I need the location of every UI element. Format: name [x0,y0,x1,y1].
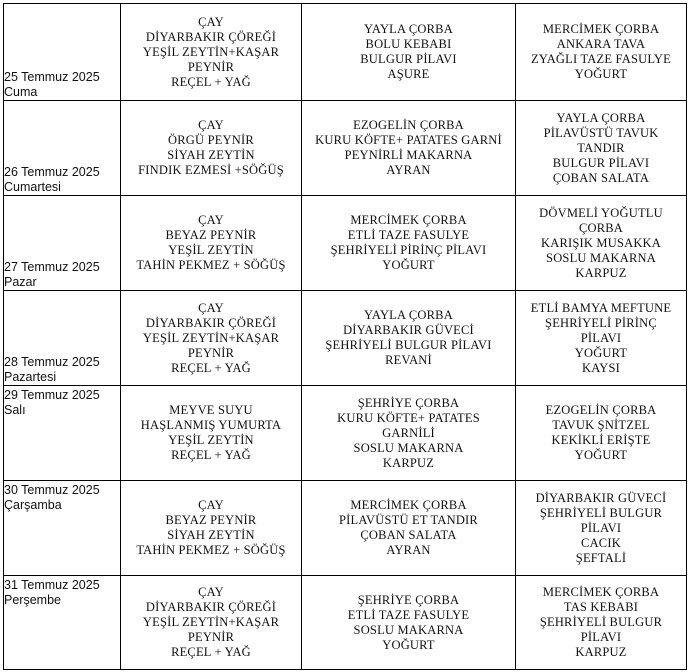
menu-item: YOĞURT [574,448,628,462]
dinner-cell [516,4,687,101]
menu-item: TAHİN PEKMEZ + SÖĞÜŞ [136,543,286,557]
breakfast-cell [121,101,302,196]
menu-item: ÇORBA [578,220,624,235]
menu-item: TANDIR [577,140,625,155]
menu-item: ÇOBAN SALATA [360,528,457,542]
menu-item: BEYAZ PEYNİR [165,228,257,242]
date-text: 28 Temmuz 2025 [4,355,100,369]
menu-item: SİYAH ZEYTİN [167,528,255,542]
menu-item: ÖRGÜ PEYNİR [168,133,254,147]
table-row [4,4,687,101]
menu-item: PİLAVI [580,330,622,345]
weekday-text: Salı [4,403,26,417]
menu-item: MERCİMEK ÇORBA [350,498,467,512]
menu-item: REÇEL + YAĞ [171,645,251,659]
menu-item: PEYNİR [187,345,235,360]
date-cell [4,481,121,576]
breakfast-cell [121,4,302,101]
menu-item: YEŞİL ZEYTİN+KAŞAR [142,615,280,629]
menu-item: MEYVE SUYU [169,403,253,417]
menu-item: YAYLA ÇORBA [364,22,453,36]
menu-item: KARPUZ [575,265,627,280]
dinner-cell [516,101,687,196]
date-cell [4,4,121,101]
menu-item: DİYARBAKIR ÇÖREĞİ [145,600,277,614]
menu-item: ŞEFTALİ [575,550,627,565]
date-text: 27 Temmuz 2025 [4,260,100,274]
menu-item: REÇEL + YAĞ [171,448,251,462]
table-row [4,101,687,196]
menu-item: YOĞURT [574,345,628,360]
menu-item: FINDIK EZMESİ +SÖĞÜŞ [138,163,284,177]
menu-item: ÇOBAN SALATA [552,170,650,185]
dinner-cell [516,291,687,386]
menu-item: PİLAVI [580,630,622,644]
table-row [4,576,687,670]
menu-item: ŞEHRİYELİ PİRİNÇ [545,315,657,330]
menu-item: ÇAY [198,213,224,227]
menu-item: ÇAY [198,118,224,132]
menu-item: PEYNİR [187,630,235,644]
menu-item: PİLAVÜSTÜ TAVUK [543,125,659,140]
menu-item: ŞEHRİYELİ BULGUR [539,505,663,520]
weekday-text: Perşembe [4,593,61,607]
menu-item: EZOGELİN ÇORBA [545,403,657,417]
table-row [4,386,687,481]
menu-item: TAVUK ŞNİTZEL [552,418,650,432]
menu-item: ŞEHRİYE ÇORBA [357,592,460,607]
breakfast-cell [121,576,302,670]
table-row [4,291,687,386]
date-cell [4,196,121,291]
menu-item: DİYARBAKIR GÜVECİ [343,323,474,337]
table-row [4,196,687,291]
menu-item: DİYARBAKIR GÜVECİ [535,490,667,505]
menu-item: YOĞURT [382,637,435,652]
menu-item: ETLİ BAMYA MEFTUNE [530,300,672,315]
menu-item: ÇAY [198,300,224,315]
menu-item: YOĞURT [382,258,435,272]
menu-item: BULGUR PİLAVI [360,52,457,66]
table-row [4,481,687,576]
menu-item: SİYAH ZEYTİN [167,148,255,162]
menu-table-body [4,4,687,670]
menu-item: PİLAVÜSTÜ ET TANDIR [339,513,478,527]
date-text: 26 Temmuz 2025 [4,165,100,179]
date-cell [4,576,121,670]
weekday-text: Pazartesi [4,370,57,384]
date-cell [4,101,121,196]
menu-item: AŞURE [387,67,430,81]
lunch-cell [302,386,516,481]
menu-item: YEŞİL ZEYTİN [168,243,254,257]
menu-item: PİLAVI [580,520,622,535]
menu-item: YEŞİL ZEYTİN [168,433,254,447]
menu-item: CACIK [581,535,621,550]
menu-item: TAHİN PEKMEZ + SÖĞÜŞ [136,258,286,272]
menu-item: EZOGELİN ÇORBA [353,118,464,132]
menu-item: MERCİMEK ÇORBA [542,585,660,599]
lunch-cell [302,576,516,670]
breakfast-cell [121,481,302,576]
breakfast-cell [121,196,302,291]
menu-item: ŞEHRİYELİ PİRİNÇ PİLAVI [330,243,487,257]
weekday-text: Çarşamba [4,498,62,512]
dinner-cell [516,386,687,481]
dinner-cell [516,481,687,576]
menu-item: REÇEL + YAĞ [171,74,251,89]
menu-item: HAŞLANMIŞ YUMURTA [140,418,282,432]
menu-item: BULGUR PİLAVI [552,155,650,170]
menu-item: ANKARA TAVA [556,37,646,51]
lunch-cell [302,101,516,196]
weekly-menu-table [3,3,687,670]
menu-item: ETLİ TAZE FASULYE [347,607,470,622]
menu-item: SOSLU MAKARNA [546,250,656,265]
menu-item: YEŞİL ZEYTİN+KAŞAR [142,44,280,59]
menu-item: ÇAY [198,14,224,29]
menu-item: ZYAĞLI TAZE FASULYE [531,52,671,66]
lunch-cell [302,291,516,386]
menu-item: SOSLU MAKARNA [353,622,464,637]
menu-item: AYRAN [386,543,431,557]
menu-item: KAYSI [581,360,621,375]
menu-item: MERCİMEK ÇORBA [542,22,660,36]
weekday-text: Cuma [4,85,38,99]
lunch-cell [302,4,516,101]
menu-item: KARPUZ [382,455,435,470]
date-text: 29 Temmuz 2025 [4,388,100,402]
menu-item: REÇEL + YAĞ [171,360,251,375]
breakfast-cell [121,386,302,481]
menu-item: DÖVMELİ YOĞUTLU [539,205,663,220]
menu-item: AYRAN [386,163,431,177]
menu-item: KEKİKLİ ERİŞTE [551,433,651,447]
menu-item: YAYLA ÇORBA [556,110,646,125]
menu-item: BEYAZ PEYNİR [165,513,257,527]
dinner-cell [516,196,687,291]
menu-item: KURU KÖFTE+ PATATES [337,410,480,425]
menu-item: TAS KEBABI [563,600,639,614]
date-text: 30 Temmuz 2025 [4,483,100,497]
menu-item: ŞEHRİYE ÇORBA [357,395,460,410]
menu-item: PEYNİRLİ MAKARNA [344,148,473,162]
dinner-cell [516,576,687,670]
menu-item: YEŞİL ZEYTİN+KAŞAR [142,330,280,345]
menu-item: YAYLA ÇORBA [364,308,453,322]
lunch-cell [302,481,516,576]
weekday-text: Cumartesi [4,180,61,194]
weekday-text: Pazar [4,275,37,289]
menu-item: BOLU KEBABI [365,37,452,51]
menu-item: KARIŞIK MUSAKKA [540,235,662,250]
menu-item: PEYNİR [187,59,235,74]
menu-item: KURU KÖFTE+ PATATES GARNİ [315,133,502,147]
menu-item: ÇAY [198,585,224,599]
date-cell [4,386,121,481]
menu-item: SOSLU MAKARNA [353,440,464,455]
date-text: 25 Temmuz 2025 [4,70,100,84]
date-cell [4,291,121,386]
menu-item: GARNİLİ [382,425,435,440]
menu-item: REVANİ [385,353,432,367]
menu-item: ŞEHRİYELİ BULGUR [539,615,663,629]
date-text: 31 Temmuz 2025 [4,578,100,592]
menu-item: ŞEHRİYELİ BULGUR PİLAVI [325,338,492,352]
menu-item: ETLİ TAZE FASULYE [347,228,470,242]
menu-item: MERCİMEK ÇORBA [350,213,467,227]
menu-item: YOĞURT [574,67,628,81]
menu-item: ÇAY [198,498,224,512]
menu-item: KARPUZ [575,645,627,659]
menu-item: DİYARBAKIR ÇÖREĞİ [145,315,277,330]
menu-item: DİYARBAKIR ÇÖREĞİ [145,29,277,44]
breakfast-cell [121,291,302,386]
lunch-cell [302,196,516,291]
